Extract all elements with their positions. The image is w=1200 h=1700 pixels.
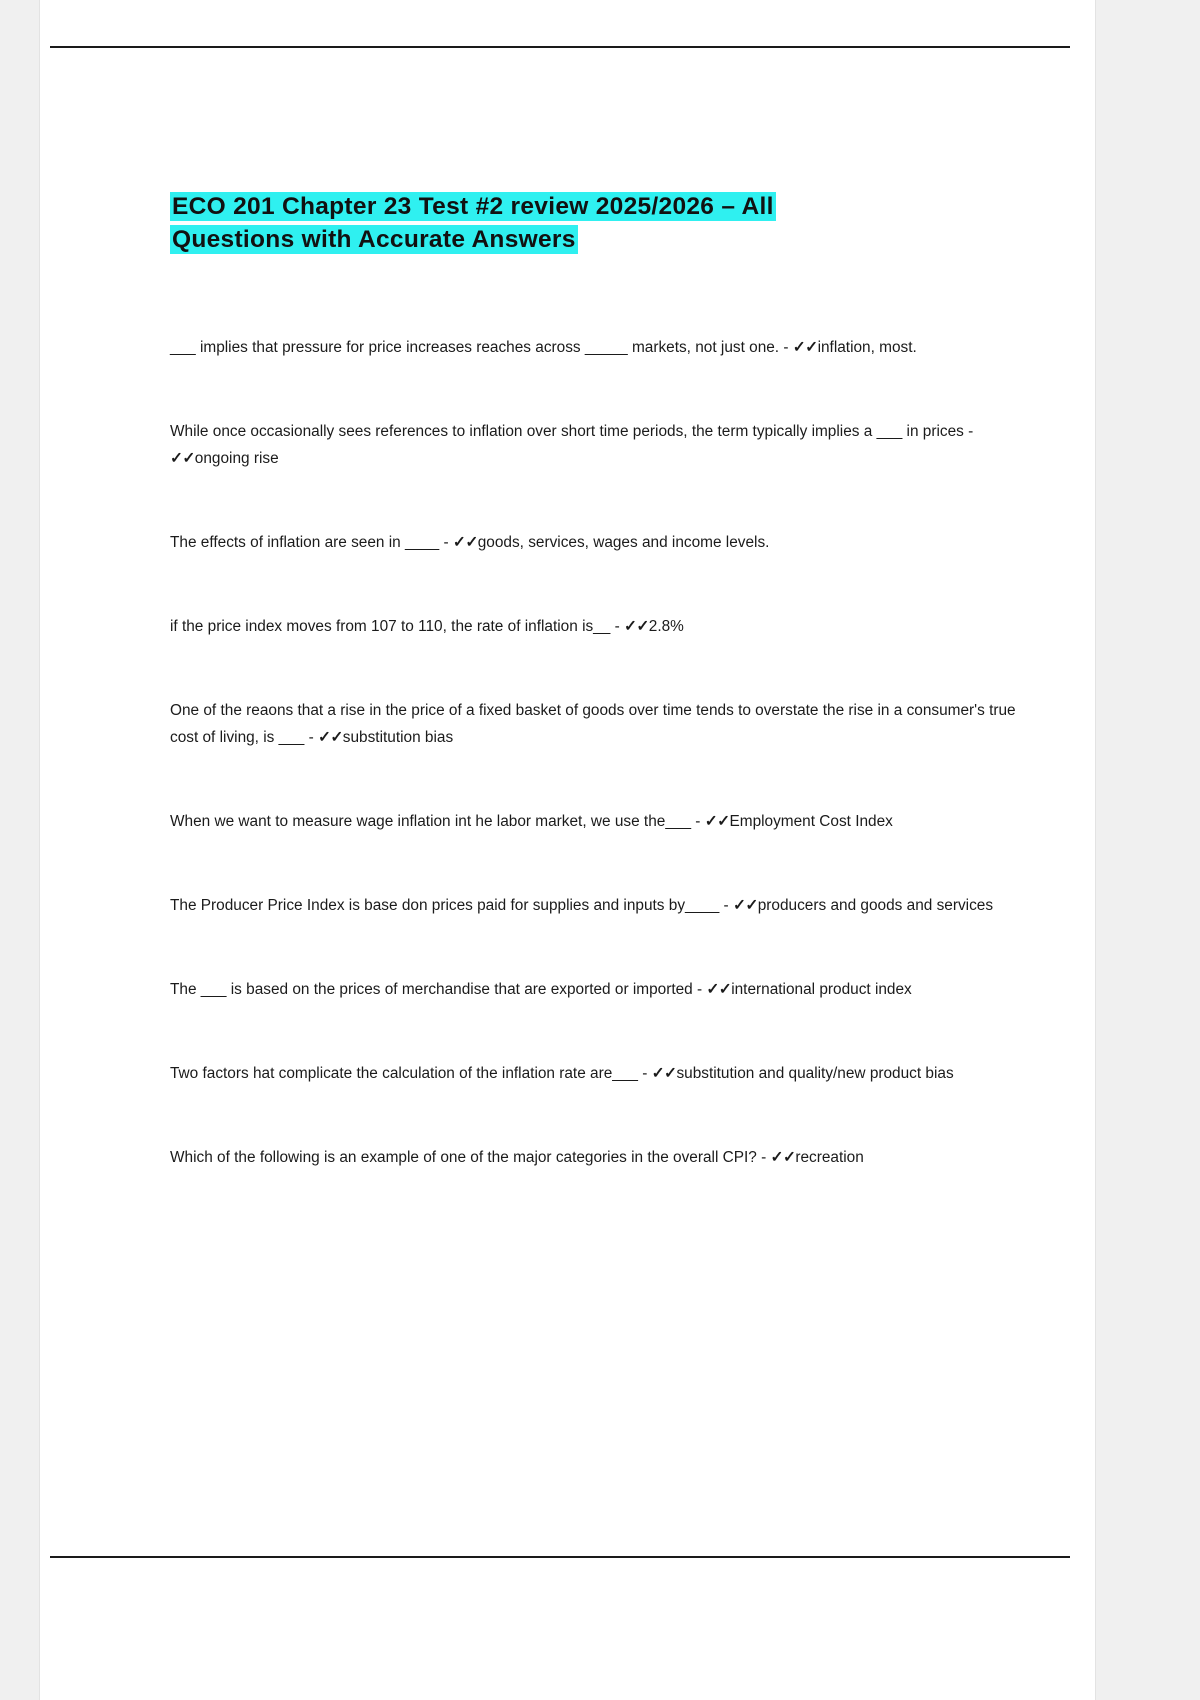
qa-answer: goods, services, wages and income levels.: [477, 534, 770, 551]
document-page: [40, 0, 1095, 1700]
qa-item: [170, 334, 1018, 361]
qa-item: [170, 418, 1018, 472]
checkmark-icon: ✓✓: [792, 339, 818, 356]
qa-question: The Producer Price Index is base don prices paid for supplies and inputs by____ -: [170, 897, 733, 914]
qa-item: [170, 529, 1018, 556]
qa-answer: producers and goods and services: [757, 897, 994, 914]
checkmark-icon: ✓✓: [770, 1149, 796, 1166]
qa-answer: 2.8%: [648, 618, 684, 635]
qa-question: if the price index moves from 107 to 110, the rate of inflation is__ -: [170, 618, 624, 635]
qa-answer: inflation, most.: [817, 339, 917, 356]
qa-answer: international product index: [731, 981, 912, 998]
qa-question: While once occasionally sees references to inflation over short time periods, the term typically implies a ___ in prices -: [170, 423, 974, 440]
qa-question: ___ implies that pressure for price increases reaches across _____ markets, not just one. -: [170, 339, 793, 356]
checkmark-icon: ✓✓: [623, 618, 649, 635]
document-body: [170, 190, 1020, 1171]
qa-item: [170, 976, 1018, 1003]
footer-divider: [50, 1556, 1070, 1558]
qa-answer: substitution bias: [342, 729, 454, 746]
header-divider: [50, 46, 1070, 48]
checkmark-icon: ✓✓: [704, 813, 730, 830]
qa-question: Two factors hat complicate the calculation of the inflation rate are___ -: [170, 1065, 652, 1082]
qa-question: The effects of inflation are seen in ____ -: [170, 534, 453, 551]
qa-item: [170, 892, 1018, 919]
qa-answer: ongoing rise: [194, 450, 279, 467]
checkmark-icon: ✓✓: [651, 1065, 677, 1082]
checkmark-icon: ✓✓: [318, 729, 343, 746]
qa-question: When we want to measure wage inflation int he labor market, we use the___ -: [170, 813, 705, 830]
qa-item: [170, 613, 1018, 640]
checkmark-icon: ✓✓: [170, 450, 195, 467]
qa-question: One of the reaons that a rise in the price of a fixed basket of goods over time tends to overstate the rise in a consumer's true cost of living, is ___ -: [170, 702, 1016, 746]
qa-question: The ___ is based on the prices of merchandise that are exported or imported -: [170, 981, 707, 998]
qa-item: [170, 808, 1018, 835]
checkmark-icon: ✓✓: [452, 534, 478, 551]
qa-question: Which of the following is an example of one of the major categories in the overall CPI? -: [170, 1149, 771, 1166]
qa-item: [170, 697, 1018, 751]
qa-answer: Employment Cost Index: [729, 813, 893, 830]
page-title: [170, 190, 890, 256]
page-title-line-1: ECO 201 Chapter 23 Test #2 review 2025/2026 – All: [172, 193, 774, 220]
qa-answer: recreation: [795, 1149, 864, 1166]
checkmark-icon: ✓✓: [732, 897, 758, 914]
qa-item: [170, 1060, 1018, 1087]
checkmark-icon: ✓✓: [706, 981, 732, 998]
qa-answer: substitution and quality/new product bias: [676, 1065, 954, 1082]
page-title-line-2: Questions with Accurate Answers: [172, 226, 576, 253]
qa-item: [170, 1144, 1018, 1171]
question-answer-list: [170, 334, 1020, 1171]
